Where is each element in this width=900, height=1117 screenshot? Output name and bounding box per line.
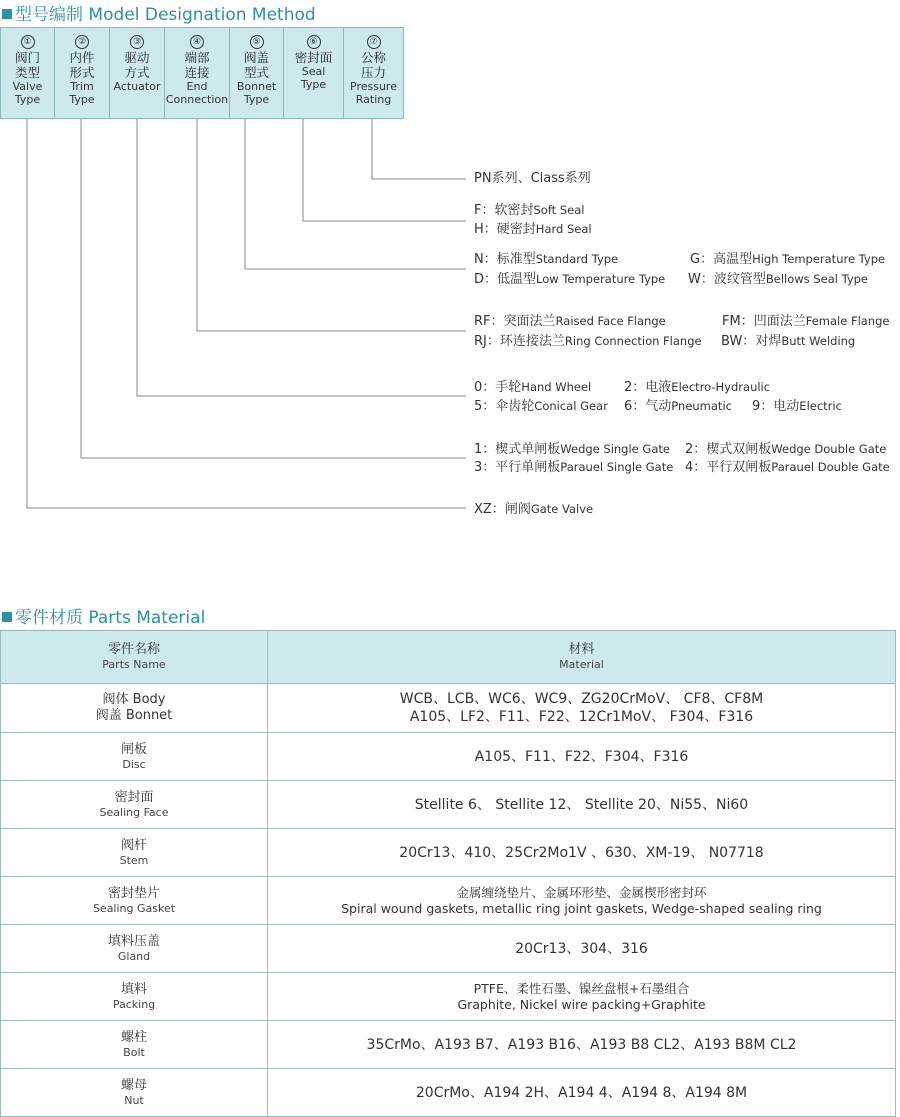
number-badge: ② — [75, 35, 89, 49]
table-row: 螺柱 Bolt 35CrMo、A193 B7、A193 B16、A193 B8 CL2、A193 B8M CL2 — [1, 1021, 896, 1069]
bonnet-option-n: N：标准型Standard Type — [474, 252, 619, 267]
connector-pressure — [372, 119, 466, 179]
connector-bonnet — [245, 119, 466, 269]
actuator-option-6: 6：气动Pneumatic — [624, 399, 732, 414]
end-option-rj: RJ：环连接法兰Ring Connection Flange — [474, 334, 702, 349]
pressure-options: PN系列、Class系列 — [474, 171, 591, 186]
seal-option-h: H：硬密封Hard Seal — [474, 222, 592, 237]
connector-valve-type — [27, 119, 466, 508]
actuator-option-0: 0：手轮Hand Wheel — [474, 380, 592, 395]
table-header-row — [1, 631, 896, 684]
table-row: 密封面 Sealing Face Stellite 6、 Stellite 12、 Stellite 20、Ni55、Ni60 — [1, 781, 896, 829]
trim-option-1: 1：楔式单闸板Wedge Single Gate — [474, 442, 670, 457]
number-badge: ⑦ — [367, 35, 381, 49]
actuator-option-9: 9：电动Electric — [752, 399, 842, 414]
seal-option-f: F：软密封Soft Seal — [474, 203, 585, 218]
designation-cell-valve-type: ① 阀门 类型 Valve Type — [1, 27, 55, 119]
designation-cell-seal-type: ⑥ 密封面 Seal Type — [284, 27, 344, 119]
section-title-parts-material: 零件材质 Parts Material — [2, 603, 205, 628]
table-row: 阀杆 Stem 20Cr13、410、25Cr2Mo1V 、630、XM-19、 N07718 — [1, 829, 896, 877]
designation-cell-trim-type: ② 内件 形式 Trim Type — [55, 27, 110, 119]
end-option-fm: FM：凹面法兰Female Flange — [722, 314, 890, 329]
connector-seal — [303, 119, 466, 221]
designation-cell-actuator: ③ 驱动 方式 Actuator — [110, 27, 165, 119]
table-row: 密封垫片 Sealing Gasket 金属缠绕垫片、金属环形垫、金属楔形密封环 Spiral wound gaskets, metallic ring joint gaskets, Wedge-shaped sealing ring — [1, 877, 896, 925]
number-badge: ⑥ — [307, 35, 321, 49]
header-material: 材料 Material — [268, 631, 896, 684]
square-bullet-icon — [2, 612, 12, 622]
end-option-rf: RF：突面法兰Raised Face Flange — [474, 314, 666, 329]
number-badge: ⑤ — [250, 35, 264, 49]
trim-option-3: 3：平行单闸板Parauel Single Gate — [474, 460, 674, 475]
designation-cell-end-connection: ④ 端部 连接 End Connection — [165, 27, 230, 119]
connector-trim — [81, 119, 466, 458]
table-row: 填料 Packing PTFE、柔性石墨、镍丝盘根+石墨组合 Graphite, Nickel wire packing+Graphite — [1, 973, 896, 1021]
trim-option-4: 4：平行双闸板Parauel Double Gate — [685, 460, 890, 475]
bonnet-option-d: D：低温型Low Temperature Type — [474, 272, 666, 287]
table-row: 螺母 Nut 20CrMo、A194 2H、A194 4、A194 8、A194 8M — [1, 1069, 896, 1117]
number-badge: ① — [21, 35, 35, 49]
section-title-designation: 型号编制 Model Designation Method — [2, 0, 316, 25]
designation-cell-bonnet-type: ⑤ 阀盖 型式 Bonnet Type — [230, 27, 284, 119]
trim-option-2: 2：楔式双闸板Wedge Double Gate — [685, 442, 887, 457]
parts-material-table — [0, 630, 896, 1117]
number-badge: ③ — [130, 35, 144, 49]
table-row: 填料压盖 Gland 20Cr13、304、316 — [1, 925, 896, 973]
number-badge: ④ — [190, 35, 204, 49]
actuator-option-5: 5：伞齿轮Conical Gear — [474, 399, 608, 414]
connector-actuator — [137, 119, 466, 396]
connector-end — [197, 119, 466, 331]
table-row: 阀体 Body 阀盖 Bonnet WCB、LCB、WC6、WC9、ZG20CrMoV、 CF8、CF8M A105、LF2、F11、F22、12Cr1MoV、 F304、F316 — [1, 684, 896, 733]
bonnet-option-g: G：高温型High Temperature Type — [690, 252, 886, 267]
valve-type-option-xz: XZ：闸阀Gate Valve — [474, 502, 594, 517]
actuator-option-2: 2：电液Electro-Hydraulic — [624, 380, 771, 395]
designation-cell-pressure-rating: ⑦ 公称 压力 Pressure Rating — [344, 27, 404, 119]
header-parts-name: 零件名称 Parts Name — [1, 631, 268, 684]
end-option-bw: BW：对焊Butt Welding — [721, 334, 856, 349]
table-row: 闸板 Disc A105、F11、F22、F304、F316 — [1, 733, 896, 781]
bonnet-option-w: W：波纹管型Bellows Seal Type — [688, 272, 869, 287]
